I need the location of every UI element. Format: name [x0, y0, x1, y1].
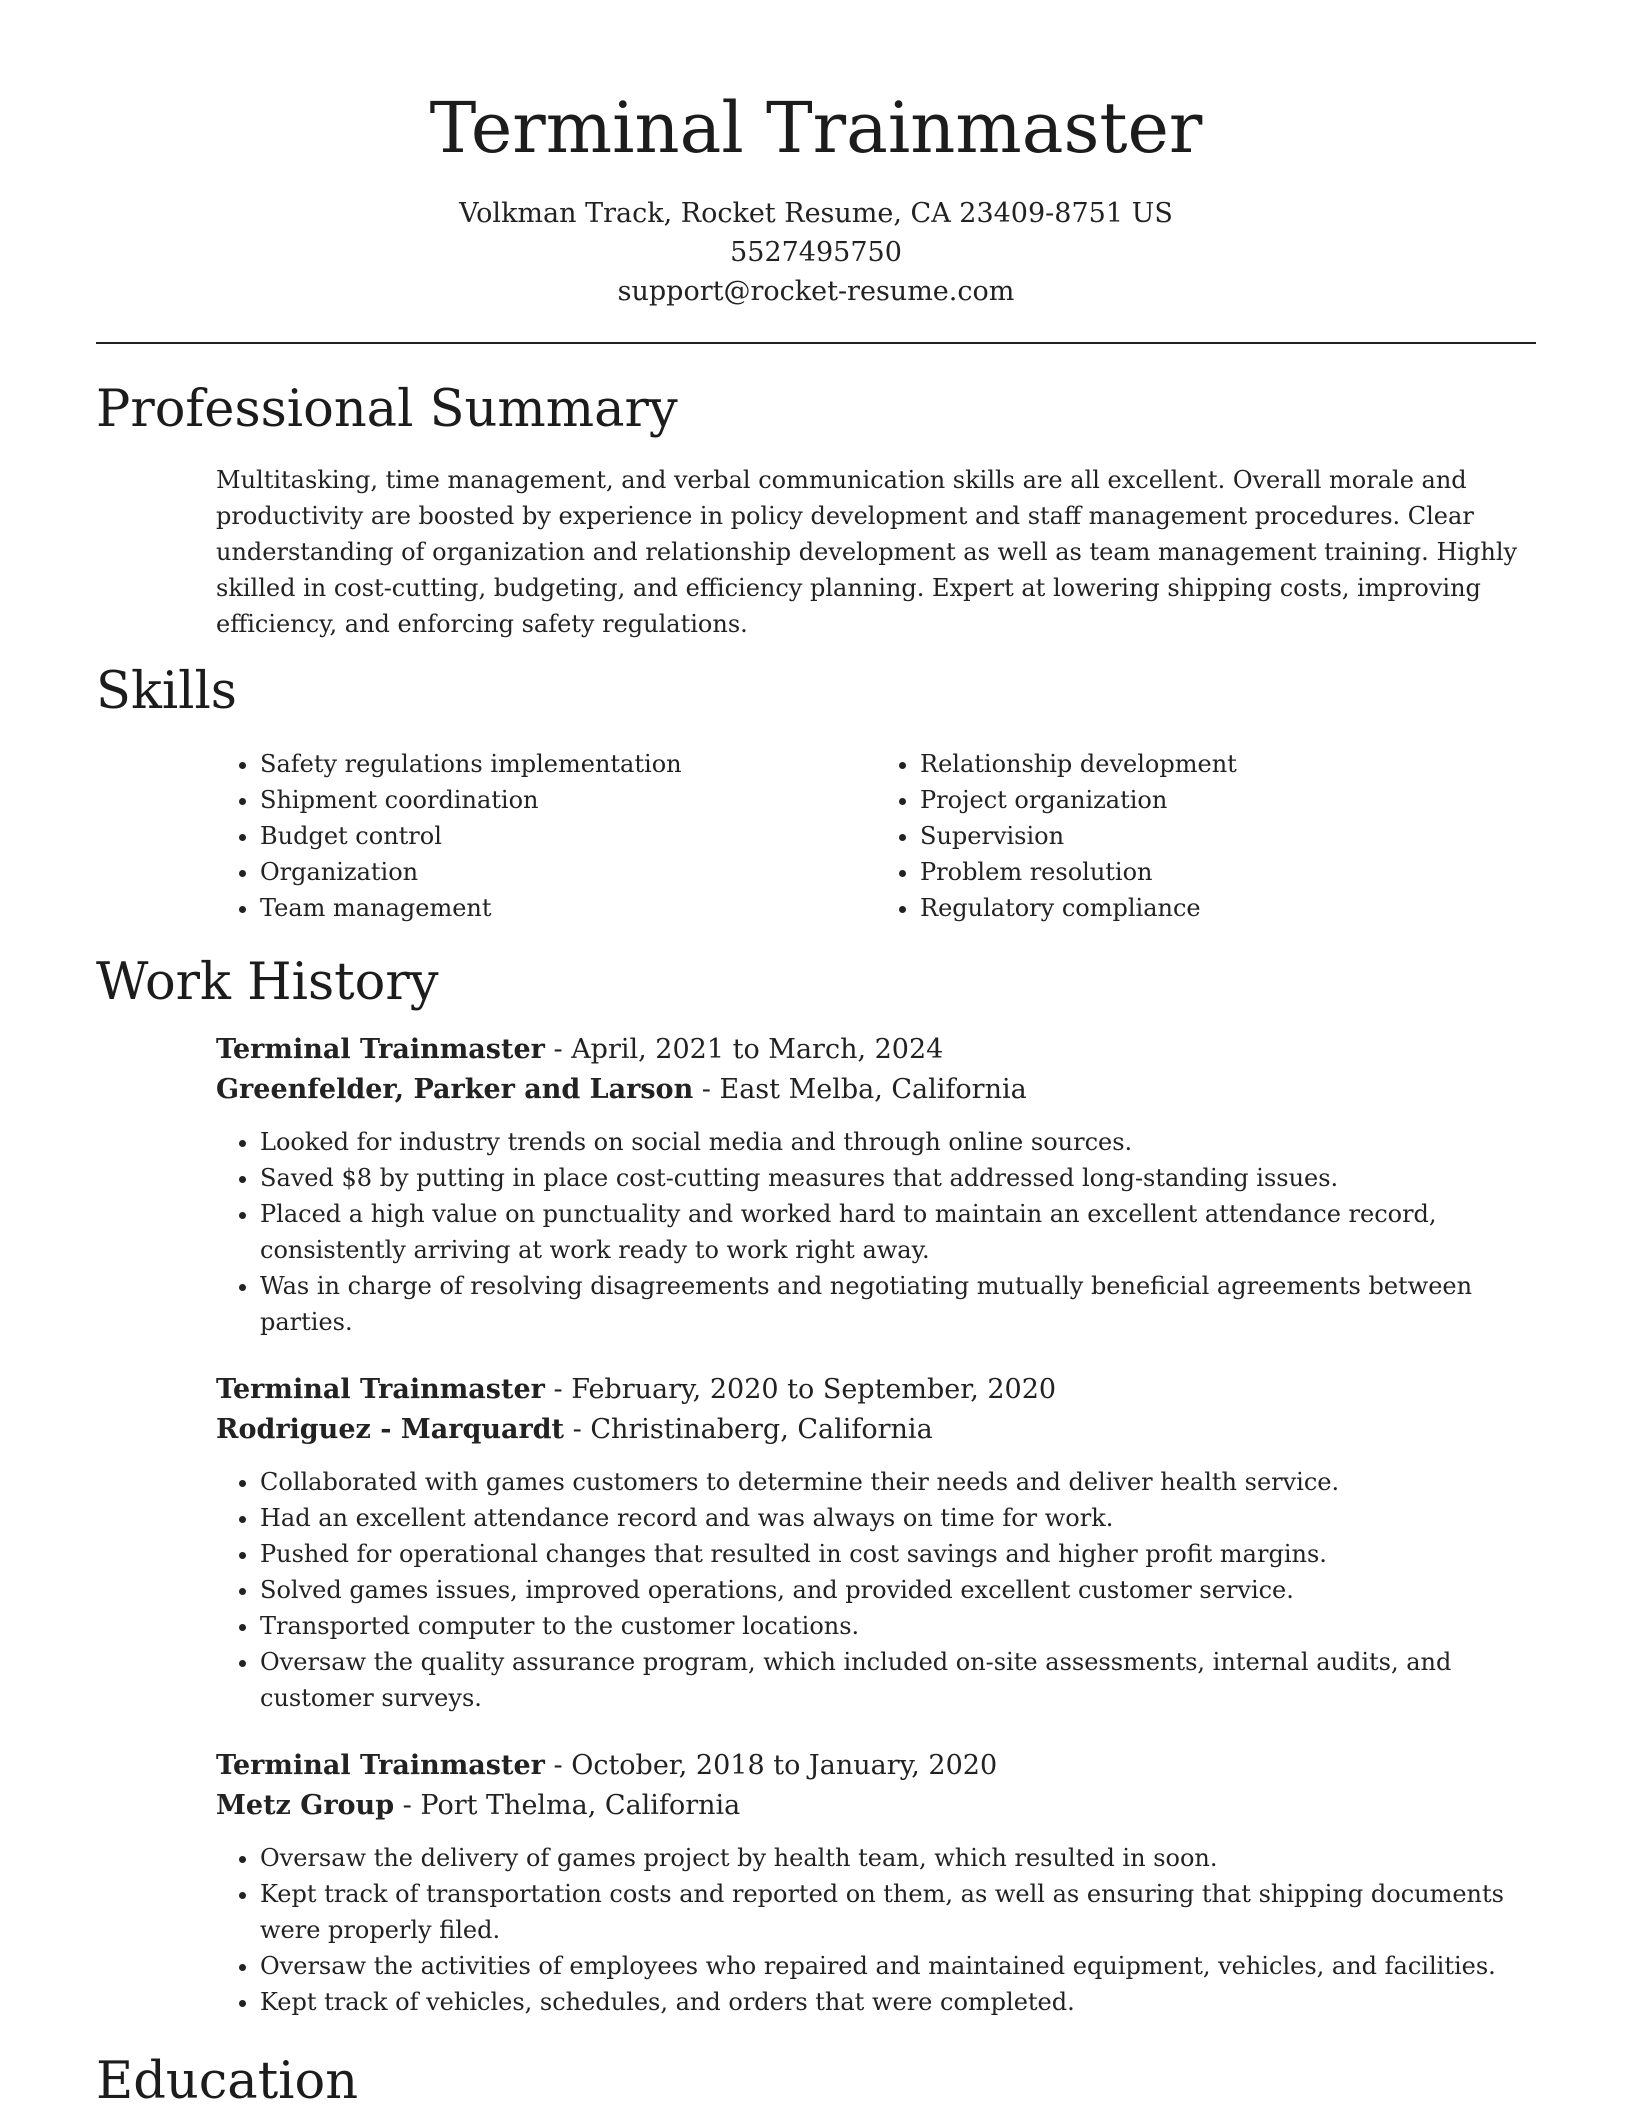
job-dates: February, 2020 to September, 2020	[571, 1374, 1057, 1405]
section-title-education: Education	[96, 2052, 359, 2111]
address: Volkman Track, Rocket Resume, CA 23409-8751 US	[459, 198, 1173, 229]
job-bullet: • Oversaw the activities of employees who repaired and maintained equipment, vehicles, and facilities.	[260, 1948, 1536, 1984]
job-title: Terminal Trainmaster	[216, 1034, 545, 1065]
skill-item: • Team management	[260, 890, 876, 926]
job-heading	[216, 1746, 1536, 1786]
job-entry	[216, 1370, 1536, 1716]
job-bullet: • Saved $8 by putting in place cost-cutting measures that addressed long-standing issues.	[260, 1160, 1536, 1196]
skill-item: • Project organization	[920, 782, 1536, 818]
email: support@rocket-resume.com	[617, 276, 1015, 307]
section-title-summary: Professional Summary	[96, 380, 678, 439]
separator: -	[693, 1074, 720, 1105]
company-name: Greenfelder, Parker and Larson	[216, 1074, 694, 1105]
skill-item: • Shipment coordination	[260, 782, 876, 818]
skill-item: • Supervision	[920, 818, 1536, 854]
skill-item: • Regulatory compliance	[920, 890, 1536, 926]
job-bullet: • Was in charge of resolving disagreements and negotiating mutually beneficial agreements between parties.	[260, 1268, 1536, 1340]
job-entry	[216, 1030, 1536, 1340]
job-title: Terminal Trainmaster	[216, 1374, 545, 1405]
job-employer	[216, 1410, 1536, 1450]
separator: -	[544, 1750, 572, 1781]
section-title-skills: Skills	[96, 662, 237, 721]
skills-column-left	[216, 746, 876, 926]
job-heading	[216, 1370, 1536, 1410]
job-bullet: • Collaborated with games customers to determine their needs and deliver health service.	[260, 1464, 1536, 1500]
skills-list	[216, 746, 1536, 926]
separator: -	[394, 1790, 421, 1821]
job-bullets	[216, 1464, 1536, 1716]
skill-item: • Safety regulations implementation	[260, 746, 876, 782]
section-title-work-history: Work History	[96, 953, 439, 1012]
job-employer	[216, 1786, 1536, 1826]
resume-header	[0, 0, 1632, 311]
job-dates: October, 2018 to January, 2020	[571, 1750, 998, 1781]
job-bullet: • Solved games issues, improved operations, and provided excellent customer service.	[260, 1572, 1536, 1608]
job-location: East Melba, California	[719, 1074, 1027, 1105]
job-employer	[216, 1070, 1536, 1110]
job-title: Terminal Trainmaster	[216, 1750, 545, 1781]
header-divider	[96, 342, 1536, 344]
job-bullet: • Looked for industry trends on social media and through online sources.	[260, 1124, 1536, 1160]
job-bullet: • Kept track of vehicles, schedules, and orders that were completed.	[260, 1984, 1536, 2020]
skills-column-right	[876, 746, 1536, 926]
job-bullet: • Oversaw the quality assurance program, which included on-site assessments, internal audits, and customer surveys.	[260, 1644, 1536, 1716]
skill-item: • Problem resolution	[920, 854, 1536, 890]
skill-item: • Organization	[260, 854, 876, 890]
job-bullet: • Oversaw the delivery of games project by health team, which resulted in soon.	[260, 1840, 1536, 1876]
job-heading	[216, 1030, 1536, 1070]
company-name: Metz Group	[216, 1790, 395, 1821]
job-bullet: • Placed a high value on punctuality and worked hard to maintain an excellent attendance record, consistently arriving at work ready to work right away.	[260, 1196, 1536, 1268]
job-bullet: • Had an excellent attendance record and was always on time for work.	[260, 1500, 1536, 1536]
job-bullets	[216, 1124, 1536, 1340]
skill-item: • Relationship development	[920, 746, 1536, 782]
job-bullet: • Pushed for operational changes that resulted in cost savings and higher profit margins.	[260, 1536, 1536, 1572]
separator: -	[544, 1034, 572, 1065]
separator: -	[564, 1414, 591, 1445]
candidate-name: Terminal Trainmaster	[429, 87, 1203, 169]
summary-text: Multitasking, time management, and verbal communication skills are all excellent. Overall morale and productivity are boosted by experience in policy development and staff management procedures. Clear understanding of organization and relationship development as well as team management training. Highly skilled in cost-cutting, budgeting, and efficiency planning. Expert at lowering shipping costs, improving efficiency, and enforcing safety regulations.	[216, 466, 1518, 638]
company-name: Rodriguez - Marquardt	[216, 1414, 565, 1445]
job-bullet: • Kept track of transportation costs and reported on them, as well as ensuring that shipping documents were properly filed.	[260, 1876, 1536, 1948]
skill-item: • Budget control	[260, 818, 876, 854]
job-bullets	[216, 1840, 1536, 2020]
job-dates: April, 2021 to March, 2024	[571, 1034, 944, 1065]
job-location: Port Thelma, California	[420, 1790, 741, 1821]
job-bullet: • Transported computer to the customer locations.	[260, 1608, 1536, 1644]
job-location: Christinaberg, California	[590, 1414, 933, 1445]
phone: 5527495750	[730, 237, 902, 268]
job-entry	[216, 1746, 1536, 2020]
contact-block	[0, 194, 1632, 311]
separator: -	[544, 1374, 572, 1405]
